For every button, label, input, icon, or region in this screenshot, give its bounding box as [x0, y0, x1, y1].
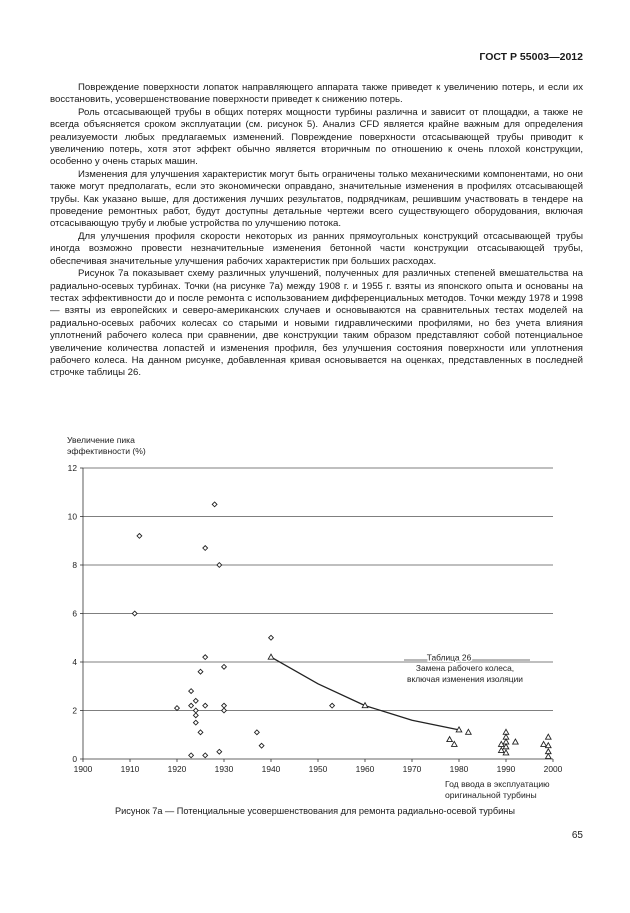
x-tick-label: 1960: [355, 764, 375, 774]
data-point-diamond: [189, 753, 194, 758]
data-point-diamond: [193, 708, 198, 713]
data-point-diamond: [189, 703, 194, 708]
x-axis-label-line-1: Год ввода в эксплуатацию: [445, 779, 550, 789]
y-tick-label: 10: [67, 511, 77, 522]
data-point-diamond: [217, 563, 222, 568]
y-axis-label-line-1: Увеличение пика: [67, 435, 135, 445]
data-point-diamond: [330, 703, 335, 708]
document-header: ГОСТ Р 55003—2012: [479, 51, 583, 63]
data-point-diamond: [203, 546, 208, 551]
data-point-diamond: [259, 743, 264, 748]
paragraph: Роль отсасывающей трубы в общих потерях мощности турбины различна и зависит от площадки, а также не всегда объясняется сроком эксплуатации (см. рисунок 5). Анализ CFD является крайне важным для определения реализуемости любых предлагаемых изменений. Повреждение поверхности отсасывающей трубы приводит к увеличению потерь, хотя этот эффект обычно является вторичным по отношению к очень плохой конструкции, особенно у очень старых машин.: [50, 106, 583, 168]
body-text: [50, 82, 583, 380]
annotation-group: [404, 653, 530, 685]
efficiency-chart: [0, 430, 630, 802]
y-tick-label: 6: [72, 608, 77, 619]
data-point-triangle: [546, 754, 552, 759]
data-point-diamond: [269, 635, 274, 640]
data-point-triangle: [466, 729, 472, 734]
data-point-triangle: [546, 743, 552, 748]
y-axis-label-line-2: эффективности (%): [67, 446, 146, 456]
data-point-diamond: [193, 720, 198, 725]
data-point-diamond: [222, 703, 227, 708]
x-tick-label: 1980: [449, 764, 469, 774]
data-point-diamond: [189, 689, 194, 694]
data-point-diamond: [217, 749, 222, 754]
data-point-diamond: [222, 664, 227, 669]
data-point-diamond: [222, 708, 227, 713]
y-tick-label: 4: [72, 657, 77, 667]
data-point-diamond: [203, 655, 208, 660]
paragraph: Повреждение поверхности лопаток направляющего аппарата также приведет к увеличению потерь, и если их восстановить, усовершенствование поверхности приведет к снижению потерь.: [50, 82, 583, 106]
data-point-triangle: [447, 737, 453, 742]
annotation-line-1: Таблица 26: [426, 652, 472, 663]
data-point-triangle: [546, 734, 552, 739]
x-tick-label: 1920: [167, 764, 187, 774]
data-point-diamond: [198, 669, 203, 674]
x-tick-label: 2000: [543, 764, 563, 774]
data-point-diamond: [212, 502, 217, 507]
paragraph: Для улучшения профиля скорости некоторых из ранних прямоугольных конструкций отсасывающей трубы иногда возможно провести незначительные изменения бетонной части конструкции отсасывающей трубы, обеспечивая значительные улучшения рабочих характеристик при больших расходах.: [50, 230, 583, 267]
data-points: [132, 502, 551, 759]
y-tick-label: 12: [67, 463, 77, 473]
paragraph: Рисунок 7a показывает схему различных улучшений, полученных для различных степеней вмешательства на радиально-осевых турбинах. Точки (на рисунке 7a) между 1908 г. и 1955 г. взяты из японского опыта и основаны на тестах эффективности до и после ремонта с использованием дифференциальных методов. Точки между 1978 и 1998 — взяты из европейских и северо-американских случаев и основываются на сравнительных тестах моделей на радиально-осевых рабочих колесах со старыми и новыми гидравлическими профилями, но без учета влияния уплотнений рабочего колеса при сравнении, две конструкции таким образом представляют собой потенциальное увеличение количества лопастей и изменения профиля, без улучшения состояния поверхности или уплотнения рабочего колеса. На данном рисунке, добавленная кривая основывается на оценках, представленных в последней строчке таблицы 26.: [50, 268, 583, 379]
data-point-diamond: [193, 698, 198, 703]
data-point-diamond: [175, 706, 180, 711]
data-point-diamond: [137, 534, 142, 539]
data-point-diamond: [132, 611, 137, 616]
page-number: 65: [571, 830, 583, 841]
data-point-triangle: [513, 739, 519, 744]
data-point-diamond: [193, 713, 198, 718]
x-tick-label: 1990: [496, 764, 516, 774]
data-point-triangle: [541, 741, 547, 746]
y-tick-label: 8: [72, 560, 77, 570]
data-point-diamond: [198, 730, 203, 735]
x-tick-label: 1900: [73, 764, 93, 774]
data-point-diamond: [255, 730, 260, 735]
data-point-diamond: [203, 703, 208, 708]
y-tick-label: 0: [72, 754, 77, 764]
x-tick-label: 1910: [120, 764, 140, 774]
annotation-line-2: Замена рабочего колеса,: [415, 663, 515, 673]
x-axis-label-line-2: оригинальной турбины: [445, 790, 537, 800]
x-tick-label: 1930: [214, 764, 234, 774]
x-tick-label: 1950: [308, 764, 328, 774]
data-point-triangle: [452, 741, 458, 746]
annotation-line-3: включая изменения изоляции: [407, 674, 523, 684]
data-point-triangle: [268, 654, 274, 659]
axes: [68, 463, 563, 774]
paragraph: Изменения для улучшения характеристик могут быть ограничены только механическими компонентами, но они также могут предполагать, если это экономически оправдано, значительные изменения в профилях отсасывающей трубы. Как указано выше, для достижения лучших результатов, подрядчикам, решившим участвовать в тендере на проведение ремонтных работ, будут доступны детальные чертежи всего существующего оборудования, включая отсасывающую трубу и любые устройства по улучшению потока.: [50, 168, 583, 230]
x-tick-label: 1940: [261, 764, 281, 774]
figure-caption: Рисунок 7а — Потенциальные усовершенствования для ремонта радиально-осевой турбины: [115, 806, 515, 816]
data-point-diamond: [203, 753, 208, 758]
x-tick-label: 1970: [402, 764, 422, 774]
y-tick-label: 2: [72, 705, 77, 716]
